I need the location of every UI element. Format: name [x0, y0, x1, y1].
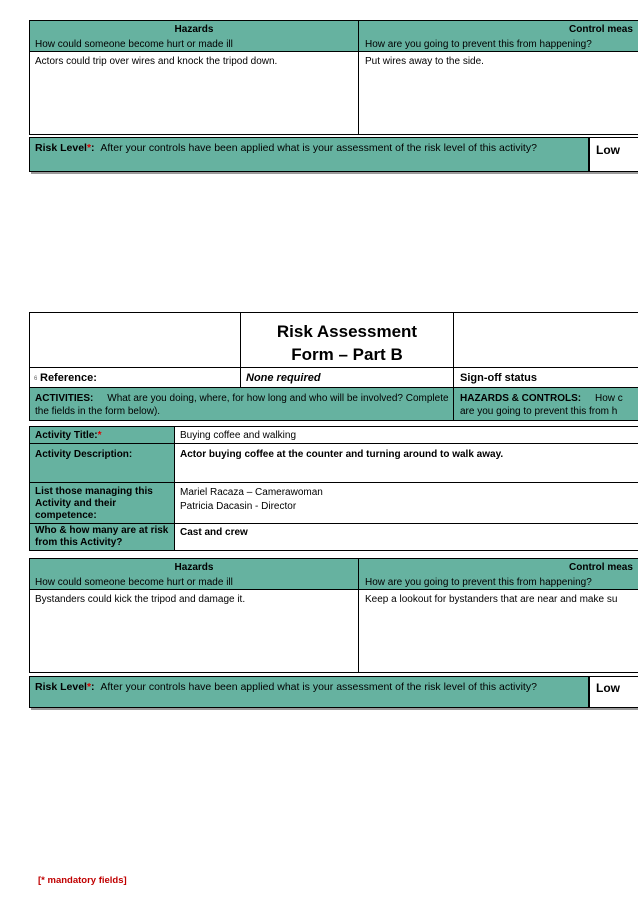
hazards-subtitle: How could someone become hurt or made ill — [35, 577, 233, 588]
activity-title-value: Buying coffee and walking — [180, 430, 297, 441]
risk-level-row-1 — [29, 137, 589, 172]
managing-line-1: Mariel Racaza – Camerawoman — [180, 487, 323, 498]
reference-prefix: 6 — [34, 376, 38, 382]
activities-label: ACTIVITIES: — [35, 393, 94, 404]
activity-title-label: Activity Title: — [35, 430, 98, 441]
hazards-controls-label: HAZARDS & CONTROLS: — [460, 393, 582, 404]
title-cell — [240, 312, 454, 368]
activity-title-label-cell — [29, 426, 175, 444]
risk-level-text — [35, 142, 580, 155]
activity-title-label-text — [35, 429, 102, 442]
risk-value-cell-2[interactable] — [589, 676, 638, 708]
reference-value: None required — [246, 372, 321, 384]
hazards-header-2 — [29, 558, 359, 590]
managing-label: List those managing this Activity and their competence: — [35, 486, 153, 521]
control-title: Control meas — [569, 562, 633, 573]
hazard-text: Actors could trip over wires and knock the tripod down. — [35, 56, 278, 67]
hazards-title: Hazards — [174, 562, 214, 573]
who-value: Cast and crew — [180, 527, 248, 538]
hazards-controls-cell — [453, 387, 638, 421]
risk-question: After your controls have been applied what is your assessment of the risk level of this activity? — [100, 681, 537, 693]
activities-text: What are you doing, where, for how long and who will be involved? Complete the fields in the form below). — [35, 393, 449, 417]
risk-level-row-2 — [29, 676, 589, 708]
logo-cell — [29, 312, 241, 368]
form-title-line1: Risk Assessment — [276, 322, 418, 341]
hazards-title: Hazards — [174, 24, 214, 35]
hazard-text: Bystanders could kick the tripod and damage it. — [35, 594, 246, 605]
activity-desc-label-cell — [29, 443, 175, 483]
managing-line-2: Patricia Dacasin - Director — [180, 501, 297, 512]
hazards-controls-text-1: How c — [595, 393, 623, 404]
hazards-header-1 — [29, 20, 359, 52]
risk-colon: : — [91, 681, 95, 693]
risk-value: Low — [596, 681, 620, 695]
signoff-label: Sign-off status — [460, 372, 537, 384]
hazards-controls-text-2: are you going to prevent this from h — [460, 406, 618, 417]
who-label: Who & how many are at risk from this Activity? — [35, 525, 169, 548]
control-subtitle: How are you going to prevent this from happening? — [365, 39, 592, 50]
risk-level-text — [35, 681, 580, 694]
activity-title-value-cell[interactable] — [174, 426, 638, 444]
risk-level-label: Risk Level — [35, 681, 87, 693]
activities-text-block — [35, 392, 453, 418]
activity-desc-label: Activity Description: — [35, 449, 133, 460]
header-right-cell — [453, 312, 638, 368]
reference-label-cell — [29, 367, 241, 388]
control-header-2 — [358, 558, 638, 590]
signoff-cell — [453, 367, 638, 388]
managing-label-cell — [29, 482, 175, 524]
form-title-line2: Form – Part B — [291, 345, 403, 364]
risk-value: Low — [596, 143, 620, 157]
risk-value-cell-1[interactable] — [589, 137, 638, 172]
reference-value-cell — [240, 367, 454, 388]
hazards-controls-line1 — [460, 392, 623, 405]
control-subtitle: How are you going to prevent this from happening? — [365, 577, 592, 588]
control-text: Put wires away to the side. — [365, 56, 484, 67]
control-cell-1 — [358, 51, 638, 135]
risk-question: After your controls have been applied what is your assessment of the risk level of this activity? — [100, 142, 537, 154]
risk-colon: : — [91, 142, 95, 154]
who-value-cell[interactable] — [174, 523, 638, 551]
control-text: Keep a lookout for bystanders that are near and make su — [365, 594, 618, 605]
hazard-cell-1 — [29, 51, 359, 135]
activity-desc-value: Actor buying coffee at the counter and turning around to walk away. — [180, 449, 504, 460]
mandatory-fields-note: [* mandatory fields] — [38, 875, 127, 886]
reference-label: Reference: — [40, 372, 97, 384]
mandatory-star: * — [86, 142, 92, 154]
control-cell-2 — [358, 589, 638, 673]
hazards-subtitle: How could someone become hurt or made ill — [35, 39, 233, 50]
risk-level-label: Risk Level — [35, 142, 87, 154]
mandatory-star: * — [97, 430, 102, 441]
mandatory-star: * — [86, 681, 92, 693]
activities-cell — [29, 387, 454, 421]
control-header-1 — [358, 20, 638, 52]
control-title: Control meas — [569, 24, 633, 35]
managing-value-cell[interactable] — [174, 482, 638, 524]
who-label-cell — [29, 523, 175, 551]
hazard-cell-2 — [29, 589, 359, 673]
activity-desc-value-cell[interactable] — [174, 443, 638, 483]
